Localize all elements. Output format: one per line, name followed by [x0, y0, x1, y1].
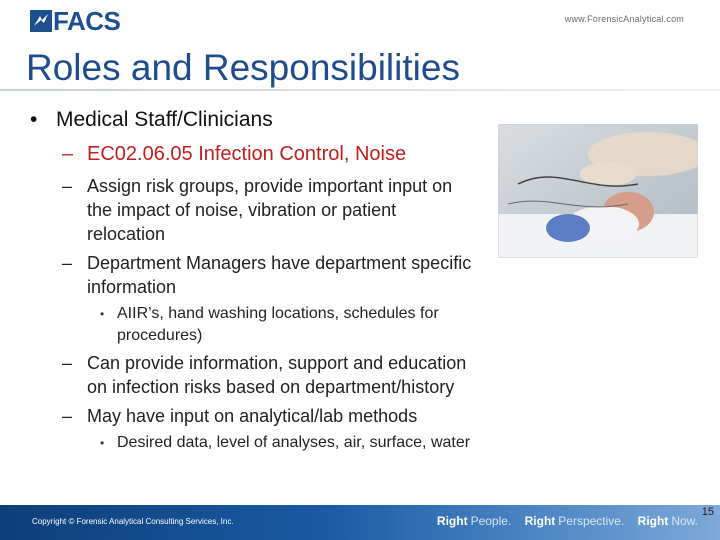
line: the impact of noise, vibration or patient	[87, 200, 397, 220]
sub-bullet-aiir	[100, 303, 439, 347]
bullet-dot: •	[100, 307, 105, 321]
tagline-right-2: Right	[524, 514, 556, 528]
line: Department Managers have department specific	[87, 253, 472, 273]
page-number: 15	[701, 506, 714, 518]
site-url: www.ForensicAnalytical.com	[564, 14, 684, 24]
line: May have input on analytical/lab methods	[87, 406, 418, 426]
title-divider	[0, 89, 720, 91]
facs-logo-icon	[30, 10, 52, 32]
line: AIIR’s, hand washing locations, schedules for	[117, 305, 439, 322]
heading-text: Medical Staff/Clinicians	[56, 108, 273, 131]
slide-footer	[0, 505, 720, 540]
newborn-incubator-photo	[498, 124, 698, 258]
line: information	[87, 277, 177, 297]
tagline-perspective: Perspective.	[558, 514, 625, 528]
facs-logo	[30, 8, 120, 34]
bullet-dot: •	[30, 108, 38, 131]
tagline-now: Now.	[671, 514, 698, 528]
sub-item-analytical-methods	[62, 404, 417, 428]
line: Assign risk groups, provide important input on	[87, 176, 453, 196]
sub-item-provide-information	[62, 351, 466, 399]
slide-header	[0, 0, 720, 44]
copyright-text: Copyright © Forensic Analytical Consulting Services, Inc.	[32, 517, 234, 526]
sub-bullet-desired-data	[100, 432, 470, 454]
line: relocation	[87, 224, 166, 244]
dash-marker: –	[62, 406, 73, 426]
logo-text: FACS	[53, 6, 121, 36]
dash-marker: –	[62, 176, 73, 196]
sub-item-assign-risk	[62, 174, 452, 246]
line: on infection risks based on department/history	[87, 377, 455, 397]
slide-title: Roles and Responsibilities	[26, 47, 460, 88]
tagline-right-1: Right	[436, 514, 468, 528]
dash-marker: –	[62, 143, 74, 165]
tagline-right-3: Right	[637, 514, 669, 528]
line: procedures)	[117, 327, 203, 344]
line: Desired data, level of analyses, air, surface, water	[117, 434, 471, 451]
sub-item-ec-code	[62, 143, 406, 166]
tagline	[427, 514, 698, 528]
line: Can provide information, support and education	[87, 353, 467, 373]
dash-marker: –	[62, 353, 73, 373]
sub-item-department-managers	[62, 251, 471, 299]
bullet-medical-staff	[30, 108, 273, 132]
bullet-dot: •	[100, 436, 105, 450]
ec-code-text: EC02.06.05 Infection Control, Noise	[87, 143, 407, 165]
tagline-people: People.	[470, 514, 512, 528]
dash-marker: –	[62, 253, 73, 273]
